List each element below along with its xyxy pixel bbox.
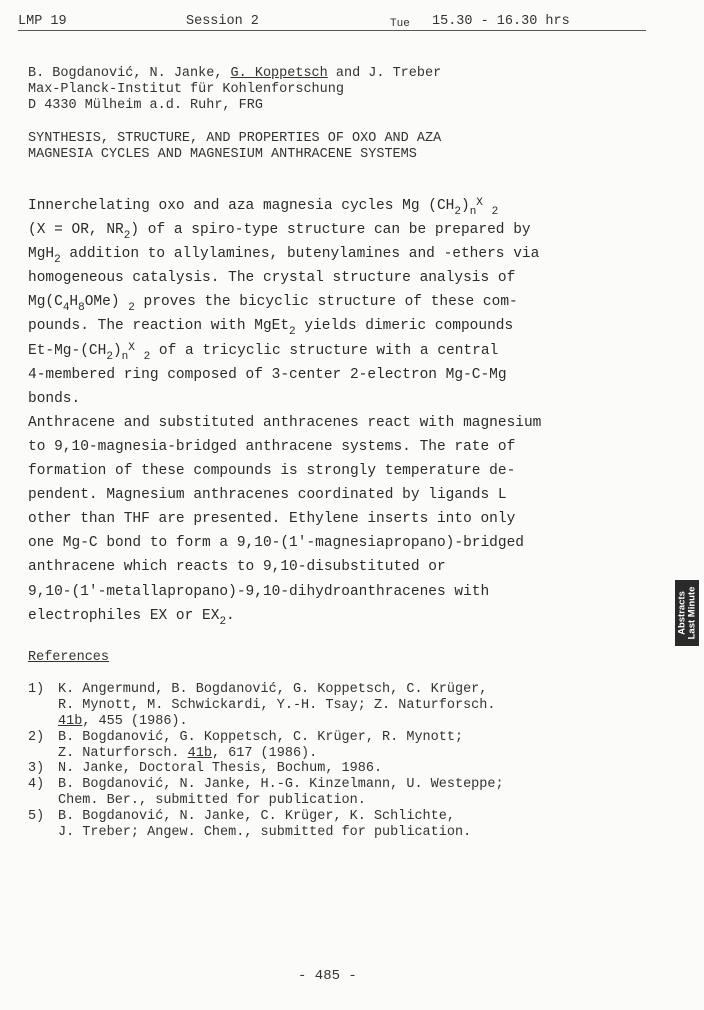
institute: Max-Planck-Institut für Kohlenforschung — [28, 82, 344, 97]
reference-item: 4) B. Bogdanović, N. Janke, H.-G. Kinzelmann, U. Westeppe; — [28, 777, 504, 793]
abstract-line: Innerchelating oxo and aza magnesia cycles Mg $(CH_2)_n^X$ $_2$ — [28, 197, 499, 218]
abstract-line: bonds. — [28, 390, 81, 407]
reference-continuation: Z. Naturforsch. 41b, 617 (1986). — [58, 745, 318, 761]
section-tab-line: Last Minute — [686, 586, 697, 640]
abstract-line: electrophiles EX or $EX_2$. — [28, 607, 235, 628]
reference-item: 1) K. Angermund, B. Bogdanović, G. Koppetsch, C. Krüger, — [28, 682, 488, 697]
references-list — [28, 682, 504, 841]
abstract-line: to 9,10-magnesia-bridged anthracene systems. The rate of — [28, 438, 516, 455]
abstract-line: 9,10-(1'-metallapropano)-9,10-dihydroanthracenes with — [28, 583, 490, 600]
section-tab — [675, 580, 699, 646]
abstract-line: anthracene which reacts to 9,10-disubstituted or — [28, 559, 446, 576]
presenting-author: G. Koppetsch — [230, 66, 328, 81]
session-day: Tue — [390, 18, 410, 30]
reference-continuation: 41b, 455 (1986). — [58, 713, 188, 729]
reference-continuation: R. Mynott, M. Schwickardi, Y.-H. Tsay; Z. Naturforsch. — [58, 697, 496, 713]
session-label: Session 2 — [186, 14, 259, 29]
references-heading: References — [28, 650, 110, 665]
abstract-code: LMP 19 — [18, 14, 67, 29]
abstract-title: SYNTHESIS, STRUCTURE, AND PROPERTIES OF OXO AND AZA MAGNESIA CYCLES AND MAGNESIUM ANTHRACENE SYSTEMS — [28, 131, 442, 162]
author-names: B. Bogdanović, N. Janke, G. Koppetsch and J. Treber — [28, 66, 442, 81]
abstract-line: pendent. Magnesium anthracenes coordinated by ligands L — [28, 487, 507, 504]
abstract-line: formation of these compounds is strongly temperature de- — [28, 463, 516, 480]
abstract-line: Anthracene and substituted anthracenes react with magnesium — [28, 414, 542, 431]
reference-item: 3) N. Janke, Doctoral Thesis, Bochum, 1986. — [28, 761, 383, 777]
reference-item: 5) B. Bogdanović, N. Janke, C. Krüger, K. Schlichte, — [28, 809, 455, 825]
session-time: 15.30 - 16.30 hrs — [432, 14, 570, 29]
reference-item: 2) B. Bogdanović, G. Koppetsch, C. Krüger, R. Mynott; — [28, 729, 464, 745]
abstract-line: 4-membered ring composed of 3-center 2-electron Mg-C-Mg — [28, 366, 507, 383]
abstract-body — [28, 194, 648, 628]
reference-continuation: J. Treber; Angew. Chem., submitted for publication. — [58, 825, 472, 841]
abstract-line: $Mg(C_4H_8OMe)$ $_2$ proves the bicyclic structure of these com- — [28, 294, 518, 315]
abstract-line: (X = OR, $NR_2$) of a spiro-type structure can be prepared by — [28, 222, 531, 243]
abstract-line: homogeneous catalysis. The crystal structure analysis of — [28, 270, 516, 287]
author-block — [28, 66, 441, 114]
address: D 4330 Mülheim a.d. Ruhr, FRG — [28, 98, 263, 113]
abstract-line: $Et-Mg-(CH_2)_n^X$ $_2$ of a tricyclic structure with a central — [28, 341, 499, 363]
abstract-line: other than THF are presented. Ethylene inserts into only — [28, 511, 516, 528]
abstract-line: pounds. The reaction with MgEt$_2$ yields dimeric compounds — [28, 318, 514, 339]
abstract-line: one Mg-C bond to form a 9,10-(1'-magnesiapropano)-bridged — [28, 535, 524, 552]
reference-continuation: Chem. Ber., submitted for publication. — [58, 793, 366, 809]
section-tab-line: Abstracts — [676, 591, 687, 635]
page-number: - 485 - — [298, 968, 357, 984]
page-header — [18, 14, 646, 31]
abstract-line: MgH$_2$ addition to allylamines, butenylamines and -ethers via — [28, 246, 540, 267]
